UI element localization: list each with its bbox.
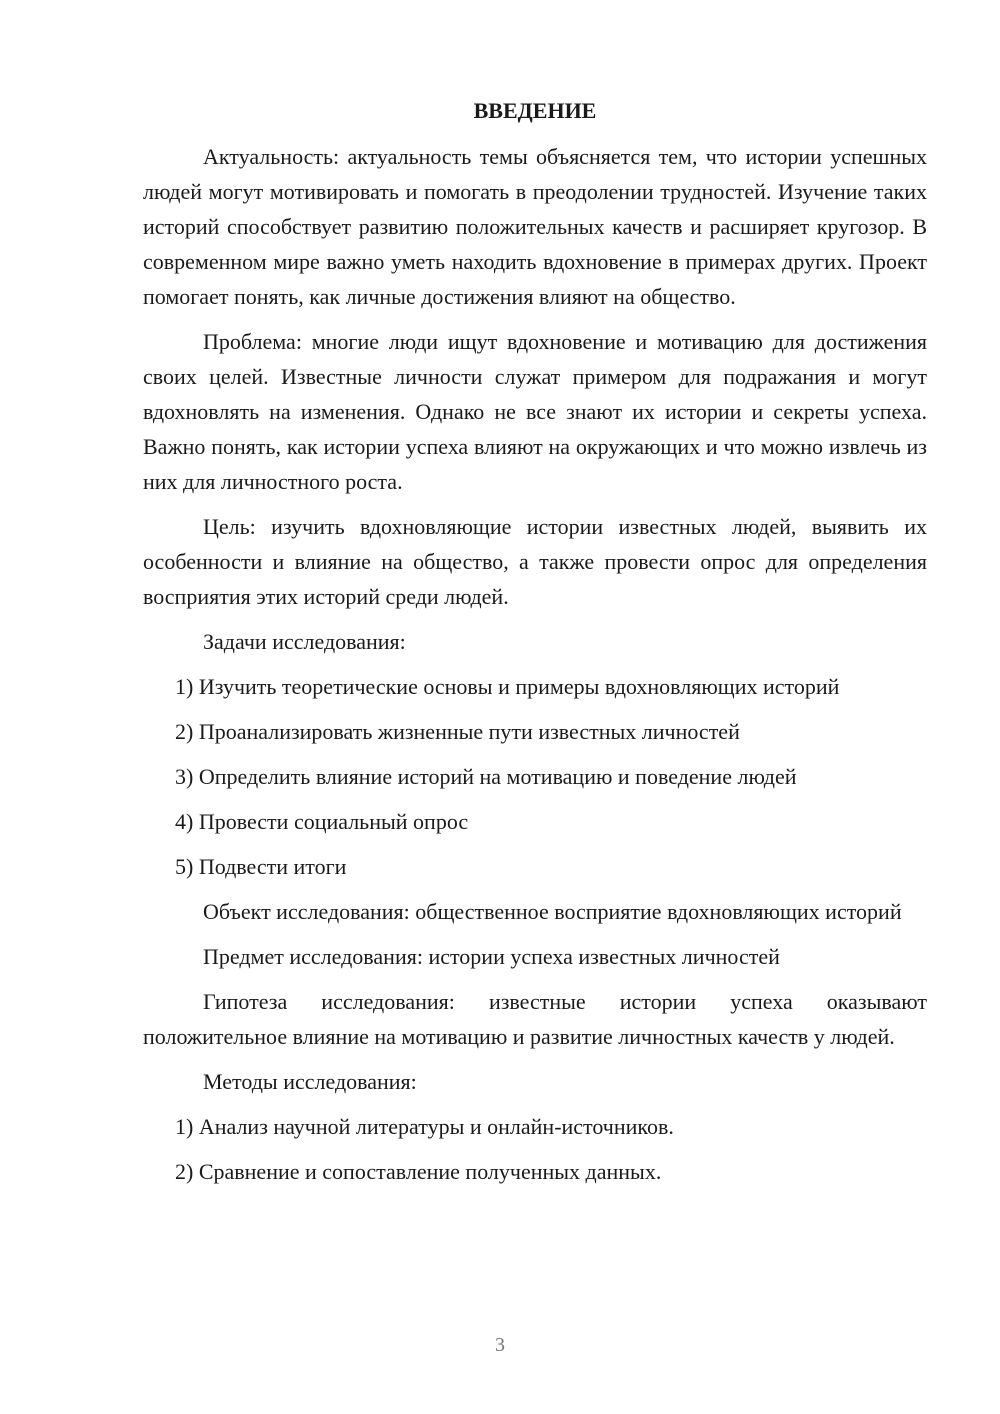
page-number: 3: [495, 1334, 505, 1356]
tasks-heading: Задачи исследования:: [203, 629, 406, 654]
relevance-paragraph: Актуальность: актуальность темы объясняется тем, что истории успешных людей могут мотивировать и помогать в преодолении трудностей. Изучение таких историй способствует развитию положительных качеств и расширяет кругозор. В современном мире важно уметь находить вдохновение в примерах других. Проект помогает понять, как личные достижения влияют на общество.: [143, 144, 927, 309]
list-item: 2) Проанализировать жизненные пути известных личностей: [175, 719, 740, 744]
list-item: 1) Анализ научной литературы и онлайн-источников.: [175, 1114, 674, 1139]
object-paragraph: Объект исследования: общественное восприятие вдохновляющих историй: [203, 899, 902, 924]
goal-paragraph: Цель: изучить вдохновляющие истории известных людей, выявить их особенности и влияние на общество, а также провести опрос для определения восприятия этих историй среди людей.: [143, 514, 927, 609]
methods-heading: Методы исследования:: [203, 1069, 417, 1094]
list-item: 3) Определить влияние историй на мотивацию и поведение людей: [175, 764, 797, 789]
page-title: ВВЕДЕНИЕ: [473, 98, 597, 123]
methods-list: [143, 1109, 927, 1189]
list-item: 2) Сравнение и сопоставление полученных данных.: [175, 1159, 662, 1184]
hypothesis-paragraph: Гипотеза исследования: известные истории успеха оказывают положительное влияние на мотивацию и развитие личностных качеств у людей.: [143, 989, 927, 1049]
subject-paragraph: Предмет исследования: истории успеха известных личностей: [203, 944, 780, 969]
list-item: 4) Провести социальный опрос: [175, 809, 469, 834]
document-page: [143, 96, 927, 1199]
list-item: 5) Подвести итоги: [175, 854, 347, 879]
problem-paragraph: Проблема: многие люди ищут вдохновение и мотивацию для достижения своих целей. Известные личности служат примером для подражания и могут вдохновлять на изменения. Однако не все знают их истории и секреты успеха. Важно понять, как истории успеха влияют на окружающих и что можно извлечь из них для личностного роста.: [143, 329, 927, 494]
tasks-list: [143, 669, 927, 884]
list-item: 1) Изучить теоретические основы и примеры вдохновляющих историй: [175, 674, 840, 699]
